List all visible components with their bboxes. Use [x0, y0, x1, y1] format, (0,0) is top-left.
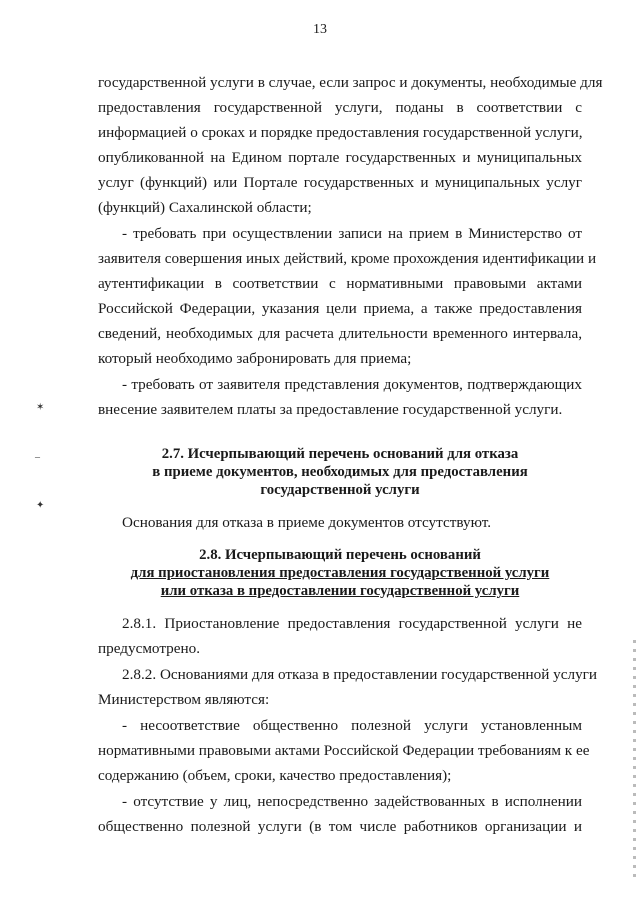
scan-mark: ✦ [36, 500, 45, 511]
text-line: услуг (функций) или Портале государственных и муниципальных услуг [98, 174, 582, 191]
section-heading: 2.8. Исчерпывающий перечень оснований [199, 547, 481, 563]
text-line: общественно полезной услуги (в том числе работников организации и [98, 818, 582, 835]
text-line: государственной услуги в случае, если запрос и документы, необходимые для [98, 74, 603, 91]
text-line: сведений, необходимых для расчета длительности временного интервала, [98, 325, 582, 342]
text-line: - требовать от заявителя представления документов, подтверждающих [122, 376, 582, 393]
text-line: содержанию (объем, сроки, качество предоставления); [98, 767, 452, 784]
section-heading: государственной услуги [260, 482, 420, 498]
text-line: предоставления государственной услуги, поданы в соответствии с [98, 99, 582, 116]
scan-mark: ‒ [35, 452, 40, 463]
text-line: аутентификации в соответствии с нормативными правовыми актами [98, 275, 582, 292]
page-number: 13 [313, 22, 327, 37]
section-heading: 2.7. Исчерпывающий перечень оснований для отказа [161, 446, 519, 462]
text-line: предусмотрено. [98, 640, 201, 657]
text-line: - несоответствие общественно полезной услуги установленным [122, 717, 582, 734]
text-line: заявителя совершения иных действий, кроме прохождения идентификации и [98, 250, 597, 267]
text-line: - требовать при осуществлении записи на прием в Министерство от [122, 225, 582, 242]
section-heading: или отказа в предоставлении государственной услуги [160, 583, 520, 599]
text-line: 2.8.2. Основаниями для отказа в предоставлении государственной услуги [122, 666, 598, 683]
text-line: опубликованной на Едином портале государственных и муниципальных [98, 149, 582, 166]
text-line: Министерством являются: [98, 691, 270, 708]
text-line: внесение заявителем платы за предоставление государственной услуги. [98, 401, 563, 418]
text-line: информацией о сроках и порядке предоставления государственной услуги, [98, 124, 583, 141]
text-line: (функций) Сахалинской области; [98, 199, 312, 216]
text-line: 2.8.1. Приостановление предоставления государственной услуги не [122, 615, 582, 632]
scan-edge-shadow [633, 640, 636, 880]
scan-mark: ✶ [36, 402, 45, 413]
text-line: Основания для отказа в приеме документов отсутствуют. [122, 514, 492, 531]
section-heading: в приеме документов, необходимых для предоставления [152, 464, 528, 480]
text-line: Российской Федерации, указания цели приема, а также предоставления [98, 300, 582, 317]
section-heading: для приостановления предоставления государственной услуги [130, 565, 550, 581]
text-line: - отсутствие у лиц, непосредственно задействованных в исполнении [122, 793, 582, 810]
text-line: который необходимо забронировать для приема; [98, 350, 412, 367]
text-line: нормативными правовыми актами Российской Федерации требованиям к ее [98, 742, 590, 759]
